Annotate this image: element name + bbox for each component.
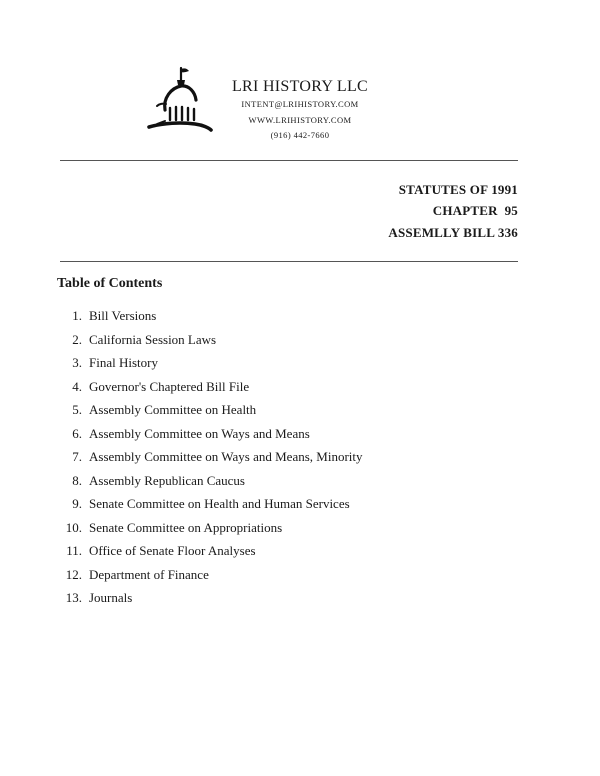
statute-bill: ASSEMLLY BILL 336 [388, 225, 518, 240]
toc-item-label: Senate Committee on Appropriations [89, 519, 283, 535]
toc-item-number: 2. [72, 331, 82, 347]
toc-item[interactable] [0, 566, 600, 590]
toc-item[interactable] [0, 519, 600, 543]
toc-item-label: Bill Versions [89, 308, 157, 323]
toc-item[interactable] [0, 331, 600, 355]
toc-item-number: 11. [66, 543, 82, 558]
statute-year: STATUTES OF 1991 [398, 182, 518, 197]
toc-item[interactable] [0, 354, 600, 378]
toc-heading: Table of Contents [57, 276, 163, 291]
toc-item-label: Governor's Chaptered Bill File [89, 378, 250, 394]
toc-item[interactable] [0, 542, 600, 566]
toc-item-number: 4. [72, 378, 82, 394]
toc-item[interactable] [0, 448, 600, 472]
capitol-dome-icon [143, 64, 213, 140]
toc-item-label: Assembly Republican Caucus [89, 472, 245, 488]
toc-item-number: 7. [72, 449, 82, 464]
toc-item-label: Final History [89, 355, 158, 370]
toc-item[interactable] [0, 495, 600, 519]
contact-website[interactable]: WWW.LRIHISTORY.COM [248, 115, 352, 125]
toc-item-label: California Session Laws [89, 331, 217, 347]
company-name: LRI HISTORY LLC [231, 78, 369, 95]
toc-item[interactable] [0, 472, 600, 496]
toc-item[interactable] [0, 401, 600, 425]
toc-item-number: 12. [65, 566, 82, 582]
toc-item-number: 3. [72, 355, 82, 370]
contact-email[interactable]: INTENT@LRIHISTORY.COM [241, 99, 359, 109]
toc-item-number: 10. [65, 519, 82, 535]
header-divider [60, 160, 518, 161]
toc-item-label: Senate Committee on Health and Human Services [89, 496, 350, 511]
toc-item-label: Department of Finance [89, 566, 209, 582]
toc-item-number: 5. [72, 402, 82, 417]
toc-item-label: Journals [89, 590, 133, 605]
toc-item-label: Office of Senate Floor Analyses [89, 543, 256, 558]
toc-item-number: 6. [72, 425, 82, 441]
contact-phone: (916) 442-7660 [270, 130, 330, 140]
toc-item[interactable] [0, 425, 600, 449]
toc-item-number: 13. [65, 590, 82, 605]
toc-item-number: 9. [72, 496, 82, 511]
toc-item[interactable] [0, 589, 600, 613]
toc-item-number: 1. [72, 308, 82, 323]
statute-divider [60, 261, 518, 262]
toc-item-label: Assembly Committee on Health [89, 402, 257, 417]
toc-item-number: 8. [72, 472, 82, 488]
toc-item[interactable] [0, 307, 600, 331]
statute-chapter: CHAPTER 95 [432, 203, 518, 218]
toc-item-label: Assembly Committee on Ways and Means, Minority [89, 449, 363, 464]
toc-list [0, 307, 600, 613]
toc-item-label: Assembly Committee on Ways and Means [89, 425, 310, 441]
toc-item[interactable] [0, 378, 600, 402]
